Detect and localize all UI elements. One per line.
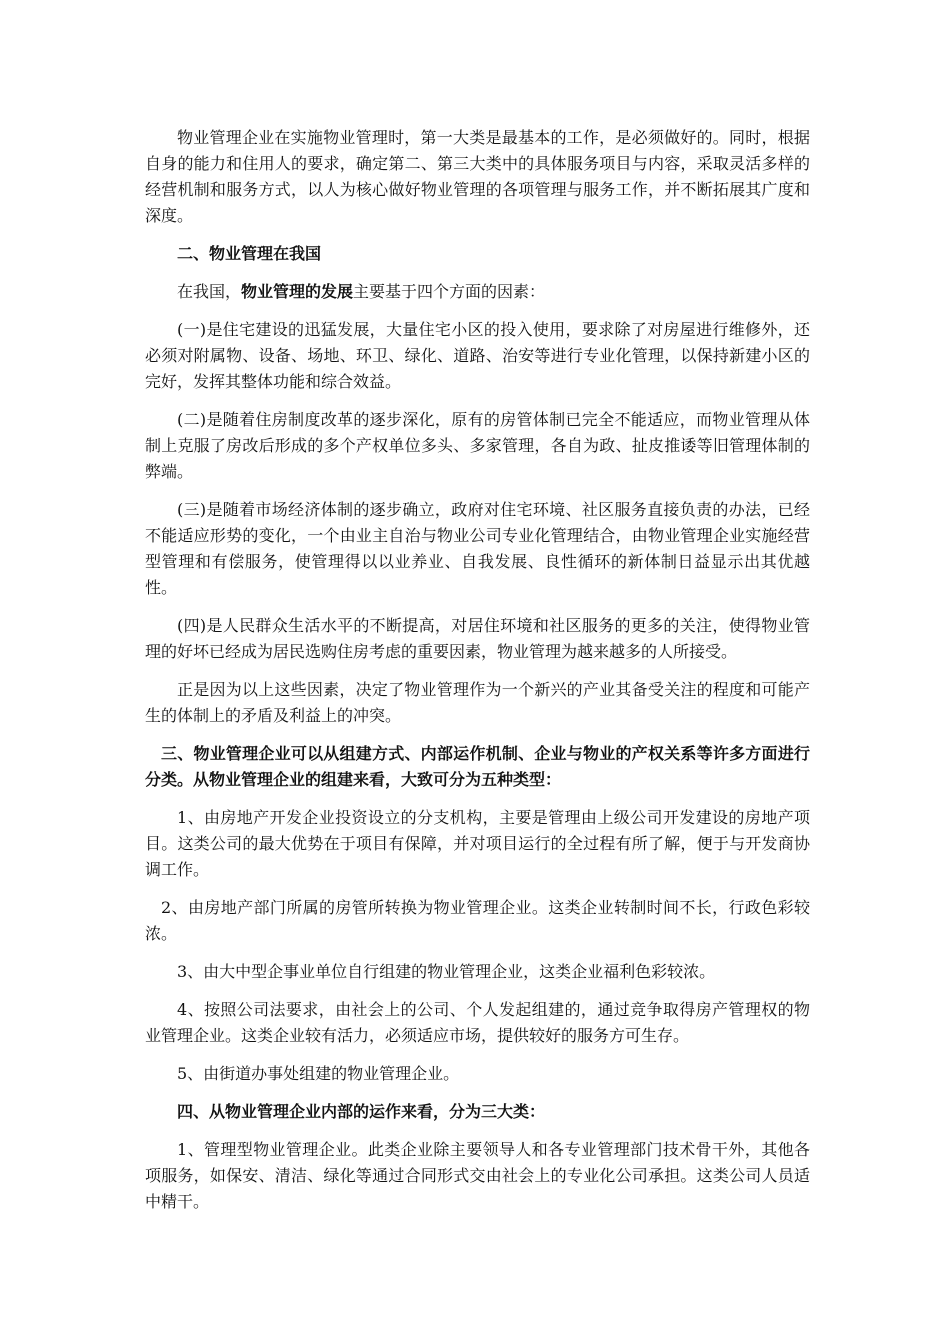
paragraph: 正是因为以上这些因素，决定了物业管理作为一个新兴的产业其备受关注的程度和可能产生的体制上的矛盾及利益上的冲突。 [145, 680, 810, 725]
section-heading: 三、物业管理企业可以从组建方式、内部运作机制、企业与物业的产权关系等许多方面进行分类。从物业管理企业的组建来看，大致可分为五种类型： [145, 744, 810, 789]
bold-phrase: 物业管理的发展 [241, 282, 354, 301]
paragraph [145, 279, 810, 305]
document-body [145, 125, 810, 1227]
paragraph-text: 在我国， [177, 282, 242, 301]
list-item: 1、由房地产开发企业投资设立的分支机构，主要是管理由上级公司开发建设的房地产项目。这类公司的最大优势在于项目有保障，并对项目运行的全过程有所了解，便于与开发商协调工作。 [145, 808, 810, 879]
paragraph: (二)是随着住房制度改革的逐步深化，原有的房管体制已完全不能适应，而物业管理从体制上克服了房改后形成的多个产权单位多头、多家管理，各自为政、扯皮推诿等旧管理体制的弊端。 [145, 410, 810, 481]
list-item: 1、管理型物业管理企业。此类企业除主要领导人和各专业管理部门技术骨干外，其他各项服务，如保安、清洁、绿化等通过合同形式交由社会上的专业化公司承担。这类公司人员适中精干。 [145, 1140, 810, 1211]
paragraph: 物业管理企业在实施物业管理时，第一大类是最基本的工作，是必须做好的。同时，根据自身的能力和住用人的要求，确定第二、第三大类中的具体服务项目与内容，采取灵活多样的经营机制和服务方式，以人为核心做好物业管理的各项管理与服务工作，并不断拓展其广度和深度。 [145, 128, 810, 225]
list-item: 5、由街道办事处组建的物业管理企业。 [177, 1064, 460, 1083]
paragraph: (四)是人民群众生活水平的不断提高，对居住环境和社区服务的更多的关注，使得物业管理的好坏已经成为居民选购住房考虑的重要因素，物业管理为越来越多的人所接受。 [145, 616, 810, 661]
paragraph-text: 主要基于四个方面的因素： [353, 282, 546, 301]
section-heading: 二、物业管理在我国 [177, 244, 322, 263]
list-item: 4、按照公司法要求，由社会上的公司、个人发起组建的，通过竞争取得房产管理权的物业管理企业。这类企业较有活力，必须适应市场，提供较好的服务方可生存。 [145, 1000, 810, 1045]
section-heading: 四、从物业管理企业内部的运作来看，分为三大类： [177, 1102, 546, 1121]
paragraph: (三)是随着市场经济体制的逐步确立，政府对住宅环境、社区服务直接负责的办法，已经不能适应形势的变化，一个由业主自治与物业公司专业化管理结合，由物业管理企业实施经营型管理和有偿服务，使管理得以以业养业、自我发展、良性循环的新体制日益显示出其优越性。 [145, 500, 810, 597]
paragraph: (一)是住宅建设的迅猛发展，大量住宅小区的投入使用，要求除了对房屋进行维修外，还必须对附属物、设备、场地、环卫、绿化、道路、治安等进行专业化管理，以保持新建小区的完好，发挥其整体功能和综合效益。 [145, 320, 810, 391]
list-item: 3、由大中型企事业单位自行组建的物业管理企业，这类企业福利色彩较浓。 [177, 962, 716, 981]
list-item: 2、由房地产部门所属的房管所转换为物业管理企业。这类企业转制时间不长，行政色彩较浓。 [145, 898, 810, 943]
